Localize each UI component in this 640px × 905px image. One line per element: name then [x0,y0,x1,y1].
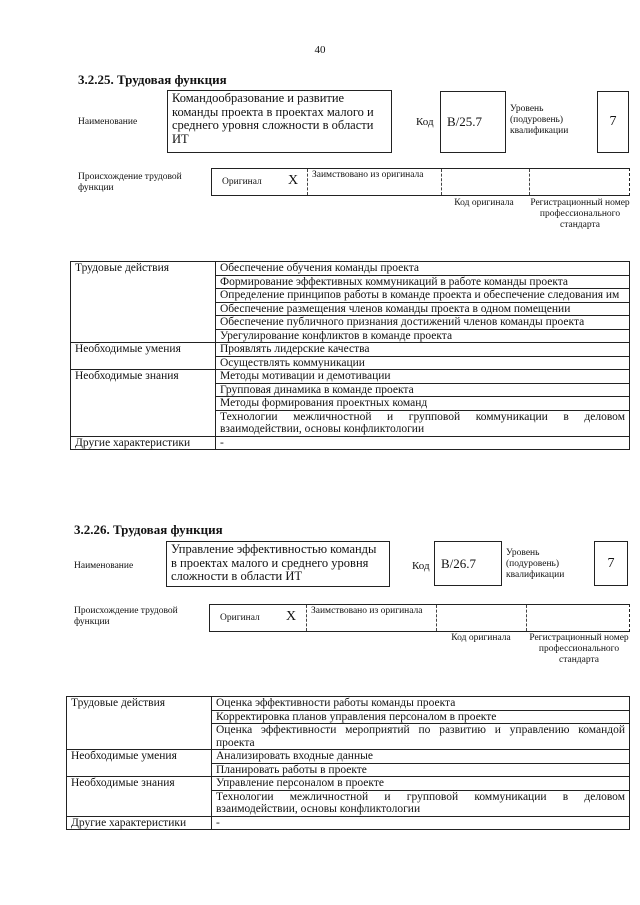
original-label: Оригинал [220,613,260,623]
name-label: Наименование [78,117,138,127]
row-category-label: Необходимые умения [67,750,212,777]
row-item: Формирование эффективных коммуникаций в работе команды проекта [216,275,630,289]
row-item: Проявлять лидерские качества [216,343,630,357]
table-row [71,436,630,450]
page-number: 40 [314,44,326,56]
original-label: Оригинал [222,177,262,187]
row-category-label: Другие характеристики [67,816,212,830]
table-row [67,777,630,791]
row-item: Обеспечение публичного признания достижений членов команды проекта [216,316,630,330]
level-label: Уровень (подуровень) квалификации [510,104,569,136]
row-item: Урегулирование конфликтов в команде проекта [216,329,630,343]
origin-row [211,168,630,196]
function-name-box: Управление эффективностью команды в проектах малого и среднего уровня сложности в области ИТ [166,541,390,587]
orig-code-cell [441,169,529,195]
row-item: Планировать работы в проекте [212,763,630,777]
row-category-label: Трудовые действия [67,697,212,750]
row-item: - [216,436,630,450]
row-category-label: Другие характеристики [71,436,216,450]
orig-code-caption: Код оригинала [454,198,514,208]
function-table [66,696,630,830]
origin-row [209,604,630,632]
table-row [67,816,630,830]
reg-number-cell [526,605,631,631]
level-value-box: 7 [594,541,628,586]
borrowed-cell: Заимствовано из оригинала [307,169,441,195]
row-category-label: Необходимые знания [71,370,216,437]
function-name-box: Командообразование и развитие команды проекта в проектах малого и среднего уровня сложности в области ИТ [167,90,392,153]
row-item: Оценка эффективности мероприятий по развитию и управлению командой проекта [212,724,630,750]
code-label: Код [416,116,434,128]
orig-code-caption: Код оригинала [451,633,511,643]
code-label: Код [412,560,430,572]
row-item: Методы формирования проектных команд [216,397,630,411]
row-item: Осуществлять коммуникации [216,356,630,370]
row-item: Анализировать входные данные [212,750,630,764]
table-row [71,262,630,276]
table-row [67,697,630,711]
origin-label: Происхождение трудовой функции [74,606,178,627]
row-item: Технологии межличностной и групповой коммуникации в деловом взаимодействии, основы конфликтологии [216,410,630,436]
reg-number-cell [529,169,631,195]
section-title: 3.2.25. Трудовая функция [78,72,227,87]
row-item: Определение принципов работы в команде проекта и обеспечение следования им [216,289,630,303]
level-value-box: 7 [597,91,629,153]
row-item: Управление персоналом в проекте [212,777,630,791]
code-value-box: B/25.7 [440,91,506,153]
row-category-label: Необходимые умения [71,343,216,370]
row-item: Технологии межличностной и групповой коммуникации в деловом взаимодействии, основы конфликтологии [212,790,630,816]
function-table [70,261,630,450]
row-item: - [212,816,630,830]
row-item: Методы мотивации и демотивации [216,370,630,384]
row-item: Оценка эффективности работы команды проекта [212,697,630,711]
code-value-box: B/26.7 [434,541,502,586]
section-title: 3.2.26. Трудовая функция [74,522,223,537]
name-label: Наименование [74,561,134,571]
table-row [71,343,630,357]
table-row [71,370,630,384]
origin-label: Происхождение трудовой функции [78,172,182,193]
row-category-label: Необходимые знания [67,777,212,817]
row-item: Корректировка планов управления персоналом в проекте [212,710,630,724]
row-item: Групповая динамика в команде проекта [216,383,630,397]
orig-code-cell [436,605,526,631]
level-label: Уровень (подуровень) квалификации [506,548,565,580]
row-category-label: Трудовые действия [71,262,216,343]
table-row [67,750,630,764]
row-item: Обеспечение размещения членов команды проекта в одном помещении [216,302,630,316]
reg-number-caption: Регистрационный номер профессионального стандарта [530,198,630,230]
original-mark: X [286,609,297,624]
reg-number-caption: Регистрационный номер профессионального стандарта [529,633,629,665]
original-mark: X [288,173,299,188]
row-item: Обеспечение обучения команды проекта [216,262,630,276]
borrowed-cell: Заимствовано из оригинала [306,605,436,631]
